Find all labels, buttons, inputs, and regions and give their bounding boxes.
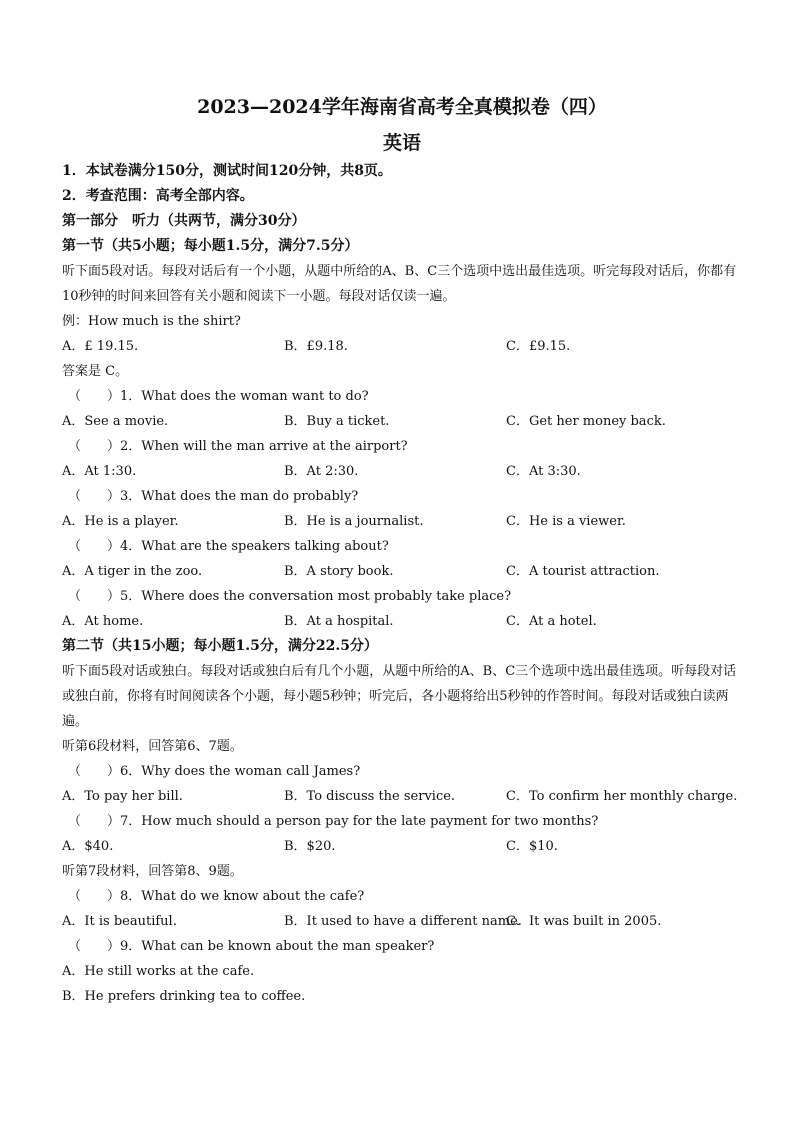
question-8: [62, 884, 742, 934]
section2-instructions: 听下面5段对话或独白。每段对话或独白后有几个小题，从题中所给的A、B、C三个选项中选出最佳选项。听每段对话或独白前，你将有时间阅读各个小题，每小题5秒钟；听完后，各小题将给出5秒钟的作答时间。每段对话或独白读两遍。: [62, 664, 737, 729]
section1-heading: 第一节（共5小题；每小题1.5分，满分7.5分）: [62, 238, 359, 254]
option-b: B．£9.18.: [284, 339, 348, 354]
option-a: A．£ 19.15.: [62, 339, 139, 354]
option-a: A．He still works at the cafe.: [62, 964, 255, 979]
option-c: C．$10.: [506, 839, 558, 854]
question-stem: （ ）4．What are the speakers talking about?: [68, 539, 389, 554]
example-options: [62, 334, 742, 359]
group6-intro: 听第6段材料，回答第6、7题。: [62, 739, 243, 754]
question-stem: （ ）8．What do we know about the cafe?: [68, 889, 365, 904]
question-options: [62, 559, 742, 584]
option-a: A．He is a player.: [62, 514, 179, 529]
option-c: C．£9.15.: [506, 339, 571, 354]
question-options: [62, 784, 742, 809]
option-c: C．At a hotel.: [506, 614, 597, 629]
option-b: B．At a hospital.: [284, 614, 394, 629]
question-options: [62, 409, 742, 434]
section1-instructions: 听下面5段对话。每段对话后有一个小题，从题中所给的A、B、C三个选项中选出最佳选项。听完每段对话后，你都有10秒钟的时间来回答有关小题和阅读下一小题。每段对话仅读一遍。: [62, 264, 737, 304]
option-c: C．A tourist attraction.: [506, 564, 660, 579]
question-stem: （ ）6．Why does the woman call James?: [68, 764, 361, 779]
option-a: A．A tiger in the zoo.: [62, 564, 203, 579]
note-2: 2．考查范围：高考全部内容。: [62, 188, 254, 204]
question-stem: （ ）3．What does the man do probably?: [68, 489, 359, 504]
question-stem: （ ）1．What does the woman want to do?: [68, 389, 369, 404]
question-options: [62, 609, 742, 634]
option-c: C．He is a viewer.: [506, 514, 626, 529]
question-3: [62, 484, 742, 534]
option-c: C．Get her money back.: [506, 414, 666, 429]
question-6: [62, 759, 742, 809]
option-b: B．A story book.: [284, 564, 394, 579]
option-b: B．It used to have a different name.: [284, 914, 522, 929]
option-a: A．At home.: [62, 614, 144, 629]
question-stem: （ ）2．When will the man arrive at the airport?: [68, 439, 408, 454]
question-5: [62, 584, 742, 634]
question-7: [62, 809, 742, 859]
question-options: [62, 459, 742, 484]
question-options: [62, 509, 742, 534]
section2-heading: 第二节（共15小题；每小题1.5分，满分22.5分）: [62, 638, 378, 654]
option-a: A．To pay her bill.: [62, 789, 183, 804]
group7-intro: 听第7段材料，回答第8、9题。: [62, 864, 243, 879]
option-c: C．To confirm her monthly charge.: [506, 789, 738, 804]
option-a: A．At 1:30.: [62, 464, 137, 479]
question-2: [62, 434, 742, 484]
example-question: 例：How much is the shirt?: [62, 314, 241, 329]
option-b: B．He prefers drinking tea to coffee.: [62, 989, 306, 1004]
option-c: C．It was built in 2005.: [506, 914, 662, 929]
option-a: A．$40.: [62, 839, 114, 854]
option-b: B．He is a journalist.: [284, 514, 424, 529]
option-b: B．At 2:30.: [284, 464, 359, 479]
question-options: [62, 834, 742, 859]
option-a: A．See a movie.: [62, 414, 169, 429]
question-options: [62, 909, 742, 934]
question-stem: （ ）9．What can be known about the man speaker?: [68, 939, 435, 954]
question-1: [62, 384, 742, 434]
question-4: [62, 534, 742, 584]
question-stem: （ ）5．Where does the conversation most probably take place?: [68, 589, 512, 604]
question-stem: （ ）7．How much should a person pay for the late payment for two months?: [68, 814, 599, 829]
example-answer: 答案是 C。: [62, 364, 129, 379]
option-b: B．$20.: [284, 839, 336, 854]
part1-heading: 第一部分 听力（共两节，满分30分）: [62, 213, 306, 229]
option-b: B．Buy a ticket.: [284, 414, 390, 429]
option-b: B．To discuss the service.: [284, 789, 456, 804]
option-a: A．It is beautiful.: [62, 914, 177, 929]
note-1: 1．本试卷满分150分，测试时间120分钟，共8页。: [62, 163, 392, 179]
exam-page: [62, 92, 742, 1009]
exam-subject: 英语: [382, 132, 421, 154]
option-c: C．At 3:30.: [506, 464, 581, 479]
question-9: [62, 934, 742, 1009]
exam-title: 2023—2024学年海南省高考全真模拟卷（四）: [197, 96, 607, 118]
